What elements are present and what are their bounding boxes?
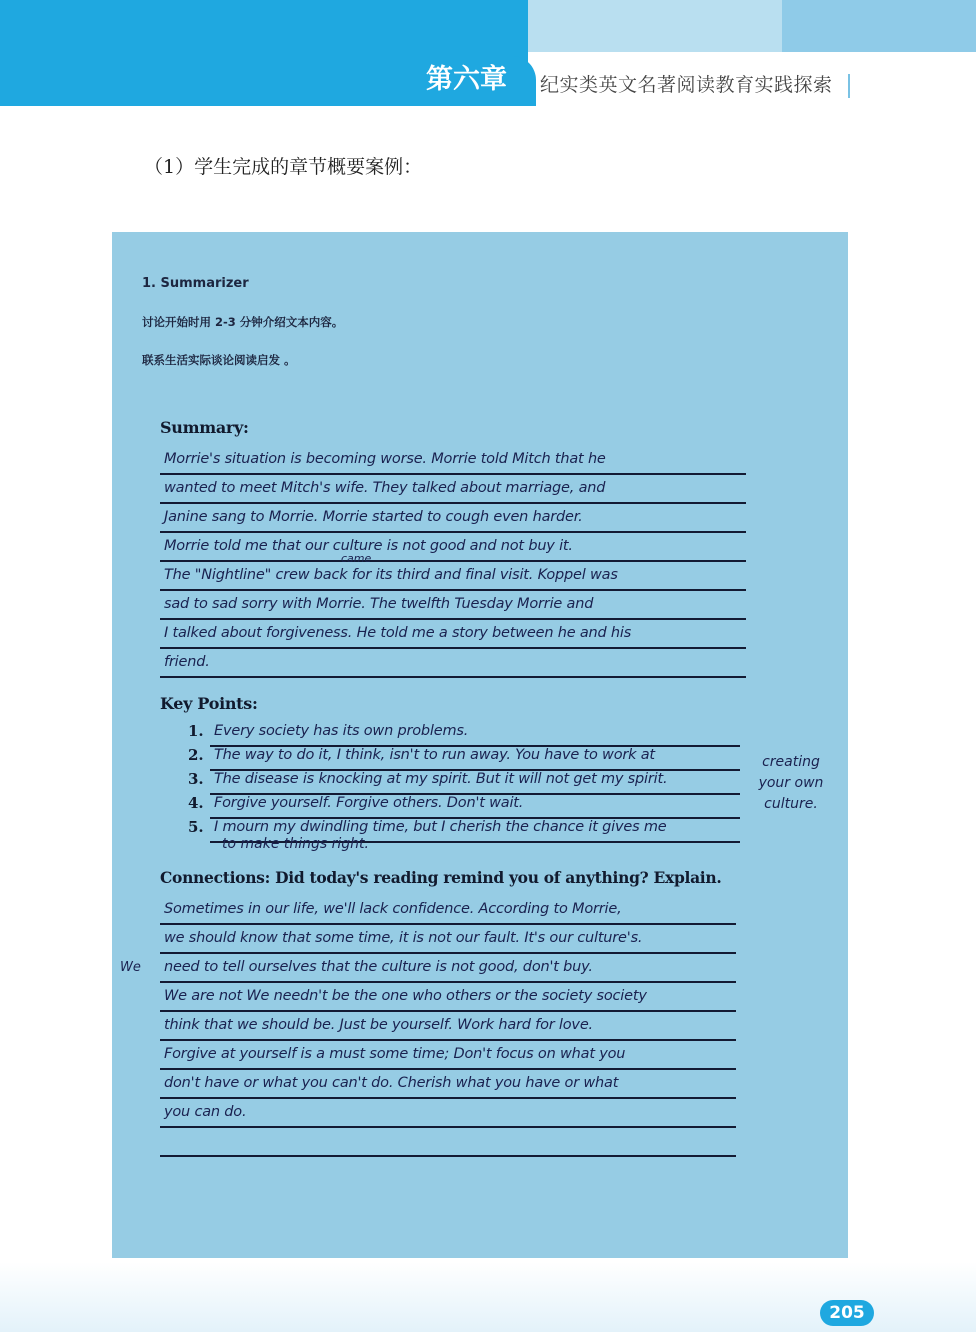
connections-line: need to tell ourselves that the culture is not good, don't buy. (160, 954, 736, 983)
connections-line: we should know that some time, it is not our fault. It's our culture's. (160, 925, 736, 954)
summary-line: friend. (160, 649, 746, 678)
summary-line: Morrie told me that our culture is not good and not buy it. (160, 533, 746, 562)
keypoint-text: Every society has its own problems. (210, 718, 740, 747)
keypoint-text: I mourn my dwindling time, but I cherish the chance it gives me (210, 814, 740, 843)
worksheet-instruction-2: 联系生活实际谈论阅读启发 。 (142, 353, 296, 367)
summary-line: The "Nightline" crew back for its third and final visit. Koppel was (160, 562, 746, 591)
section-heading: （1）学生完成的章节概要案例： (144, 156, 423, 178)
connections-line: don't have or what you can't do. Cherish what you have or what (160, 1070, 736, 1099)
summary-line: I talked about forgiveness. He told me a story between he and his (160, 620, 746, 649)
keypoint-side-note: creating your own culture. (758, 754, 824, 812)
connections-margin-note: We (120, 960, 141, 975)
connections-line-blank (160, 1128, 736, 1157)
page-number: 205 (820, 1300, 874, 1326)
worksheet-scan (112, 232, 848, 1258)
header-subtitle: 纪实类英文名著阅读教育实践探索 (540, 74, 833, 96)
connections-line: We are not We needn't be the one who others or the society society (160, 983, 736, 1012)
header-band-mid (782, 0, 976, 52)
summary-line: Morrie's situation is becoming worse. Morrie told Mitch that he (160, 446, 746, 475)
connections-heading: Connections: Did today's reading remind you of anything? Explain. (160, 868, 722, 887)
connections-line: think that we should be. Just be yourself. Work hard for love. (160, 1012, 736, 1041)
summary-line: Janine sang to Morrie. Morrie started to cough even harder. (160, 504, 746, 533)
keypoints-heading: Key Points: (160, 694, 258, 713)
summary-line: wanted to meet Mitch's wife. They talked about marriage, and (160, 475, 746, 504)
summary-heading: Summary: (160, 418, 249, 437)
connections-line: you can do. (160, 1099, 736, 1128)
keypoint-number: 3. (188, 770, 204, 788)
keypoint-text: Forgive yourself. Forgive others. Don't wait. (210, 790, 740, 819)
keypoint-text: The disease is knocking at my spirit. But it will not get my spirit. (210, 766, 740, 795)
header-band-light (528, 0, 782, 52)
chapter-title: 第六章 (426, 64, 507, 95)
keypoint-text: The way to do it, I think, isn't to run away. You have to work at (210, 742, 740, 771)
keypoint-number: 4. (188, 794, 204, 812)
summary-insert-note: came (341, 552, 372, 565)
summary-line: sad to sad sorry with Morrie. The twelfth Tuesday Morrie and (160, 591, 746, 620)
keypoint-number: 2. (188, 746, 204, 764)
keypoint-continuation: to make things right. (222, 836, 369, 852)
keypoint-number: 1. (188, 722, 204, 740)
worksheet-title: 1. Summarizer (142, 276, 249, 291)
keypoint-number: 5. (188, 818, 204, 836)
worksheet-instruction-1: 讨论开始时用 2-3 分钟介绍文本内容。 (142, 315, 344, 329)
header-divider (848, 74, 850, 98)
connections-line: Sometimes in our life, we'll lack confidence. According to Morrie, (160, 896, 736, 925)
connections-line: Forgive at yourself is a must some time; Don't focus on what you (160, 1041, 736, 1070)
